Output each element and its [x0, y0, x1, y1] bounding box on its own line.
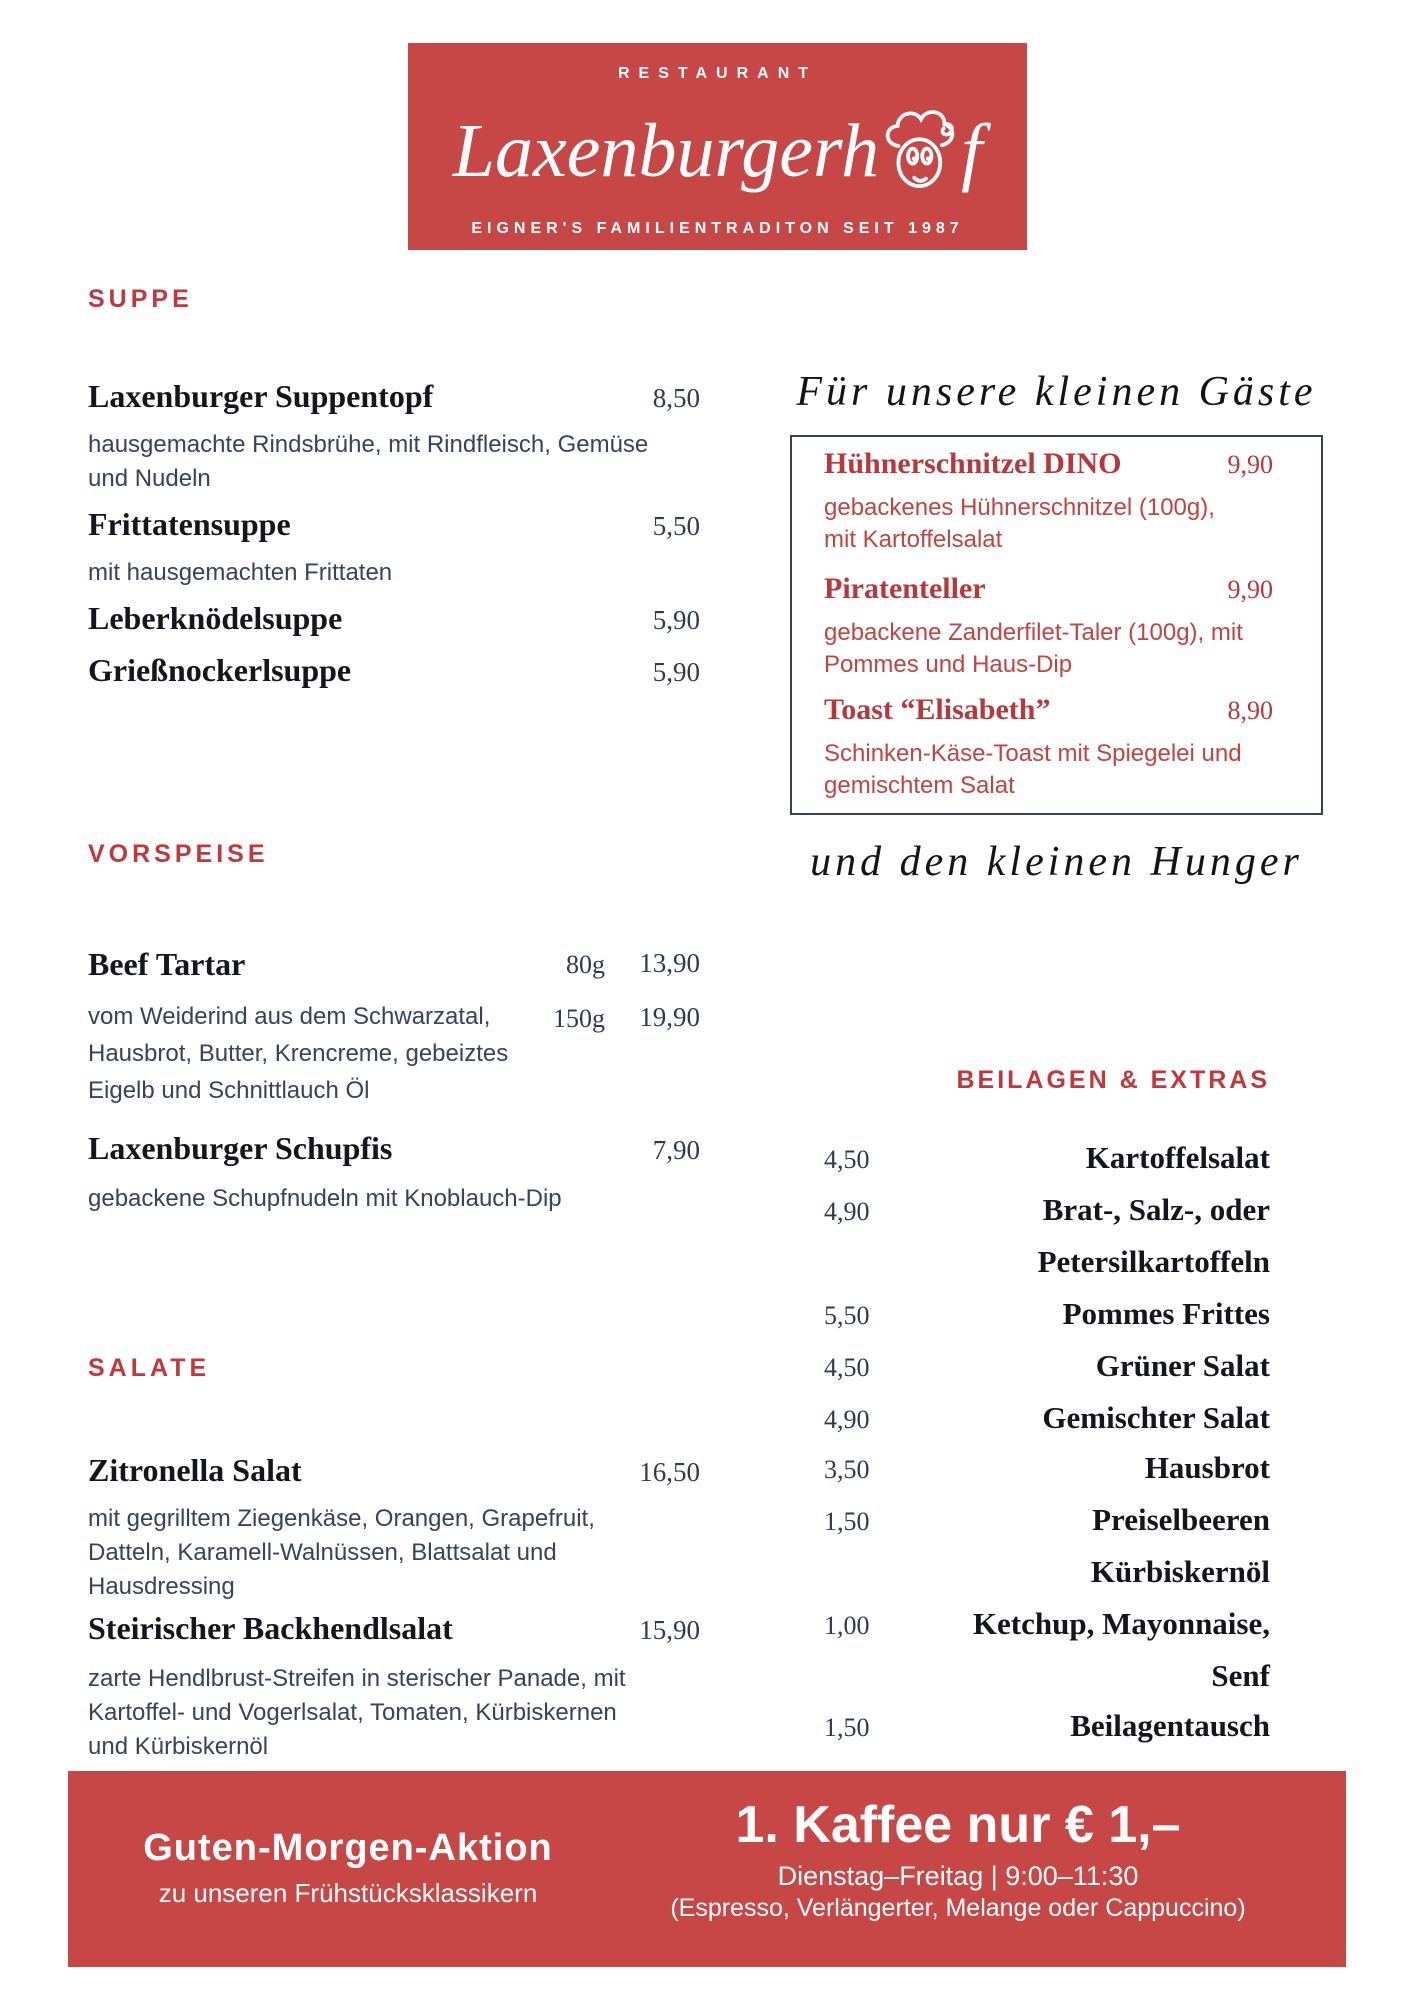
item-description — [88, 1502, 595, 1604]
item-price: 5,90 — [652, 605, 700, 635]
item-size: 150g — [553, 1004, 605, 1033]
item-description — [88, 998, 528, 1109]
desc-line: und Nudeln — [88, 465, 211, 492]
menu-item-suppentopf — [88, 378, 700, 415]
item-size: 80g — [566, 950, 605, 979]
item-description — [88, 1182, 562, 1216]
item-name: Hausbrot — [1144, 1450, 1270, 1485]
beilagen-row — [824, 1606, 1270, 1642]
beilagen-row — [824, 1192, 1270, 1228]
beilagen-row — [824, 1140, 1270, 1176]
item-description — [88, 1662, 626, 1764]
item-name: Senf — [1211, 1658, 1270, 1693]
kids-heading-top: Für unsere kleinen Gäste — [796, 369, 1317, 415]
item-name: Beilagentausch — [1070, 1708, 1270, 1743]
item-price: 9,90 — [1227, 450, 1273, 479]
kids-item-dino — [824, 447, 1273, 481]
item-price: 13,90 — [639, 948, 700, 978]
promo-subtitle: zu unseren Frühstücksklassikern — [158, 1878, 538, 1908]
desc-line: Kartoffel- und Vogerlsalat, Tomaten, Kürbiskernen — [88, 1699, 617, 1726]
desc-line: Datteln, Karamell-Walnüssen, Blattsalat und — [88, 1539, 557, 1566]
menu-item-beef-tartar — [88, 946, 700, 986]
item-name: Petersilkartoffeln — [1037, 1244, 1270, 1279]
logo-wordmark — [408, 81, 1027, 221]
item-name: Piratenteller — [824, 572, 986, 605]
kids-heading-bottom: und den kleinen Hunger — [810, 839, 1303, 885]
item-name: Grießnockerlsuppe — [88, 652, 352, 688]
item-name: Laxenburger Suppentopf — [88, 378, 434, 414]
menu-item-griessnockerlsuppe — [88, 652, 700, 689]
desc-line: hausgemachte Rindsbrühe, mit Rindfleisch, Gemüse — [88, 431, 649, 458]
desc-line: mit hausgemachten Frittaten — [88, 559, 393, 586]
desc-line: Pommes und Haus-Dip — [824, 651, 1073, 678]
item-price: 4,90 — [824, 1405, 870, 1434]
beilagen-row — [824, 1554, 1270, 1590]
kids-item-toast-elisabeth — [824, 693, 1273, 727]
item-price: 8,90 — [1227, 696, 1273, 725]
beilagen-row — [824, 1348, 1270, 1384]
item-name: Kartoffelsalat — [1085, 1140, 1270, 1175]
desc-line: Eigelb und Schnittlauch Öl — [88, 1077, 370, 1104]
item-price: 4,50 — [824, 1145, 870, 1174]
item-name: Hühnerschnitzel DINO — [824, 447, 1122, 480]
beilagen-row — [824, 1400, 1270, 1436]
logo-tagline: EIGNER'S FAMILIENTRADITON SEIT 1987 — [471, 220, 964, 237]
desc-line: Hausbrot, Butter, Krencreme, gebeiztes — [88, 1040, 509, 1067]
desc-line: Hausdressing — [88, 1573, 235, 1600]
item-price: 15,90 — [639, 1615, 700, 1645]
desc-line: vom Weiderind aus dem Schwarzatal, — [88, 1003, 491, 1030]
item-price: 8,50 — [652, 383, 700, 413]
beilagen-row — [824, 1502, 1270, 1538]
restaurant-logo — [408, 43, 1027, 250]
item-price: 5,50 — [824, 1301, 870, 1330]
item-name: Steirischer Backhendlsalat — [88, 1610, 453, 1646]
item-price: 5,90 — [652, 657, 700, 687]
item-description — [88, 428, 648, 496]
item-name: Kürbiskernöl — [1090, 1554, 1270, 1589]
desc-line: gebackene Zanderfilet-Taler (100g), mit — [824, 619, 1243, 646]
desc-line: und Kürbiskernöl — [88, 1733, 269, 1760]
item-description — [824, 492, 1281, 556]
promo-drinks: (Espresso, Verlängerter, Melange oder Cappuccino) — [670, 1894, 1246, 1922]
section-title-vorspeise: VORSPEISE — [88, 840, 269, 868]
item-name: Frittatensuppe — [88, 506, 291, 542]
item-description — [824, 738, 1281, 802]
item-price: 3,50 — [824, 1455, 870, 1484]
item-name: Pommes Frittes — [1062, 1296, 1270, 1331]
kids-item-piratenteller — [824, 572, 1273, 606]
item-name: Preiselbeeren — [1092, 1502, 1270, 1537]
item-name: Ketchup, Mayonnaise, — [972, 1606, 1270, 1641]
item-name: Brat-, Salz-, oder — [1042, 1192, 1270, 1227]
desc-line: zarte Hendlbrust-Streifen in sterischer Panade, mit — [88, 1665, 626, 1692]
logo-wordmark-left: Laxenburgerh — [452, 109, 880, 193]
desc-line: gebackene Schupfnudeln mit Knoblauch-Dip — [88, 1185, 562, 1212]
item-name: Grüner Salat — [1095, 1348, 1270, 1383]
promo-times: Dienstag–Freitag | 9:00–11:30 — [777, 1861, 1139, 1891]
section-title-salate: SALATE — [88, 1354, 211, 1382]
item-name: Beef Tartar — [88, 946, 246, 982]
promo-title: Guten-Morgen-Aktion — [143, 1827, 553, 1869]
item-price: 1,50 — [824, 1713, 870, 1742]
item-price: 16,50 — [639, 1457, 700, 1487]
menu-item-leberknoedelsuppe — [88, 600, 700, 637]
kids-menu-box — [790, 435, 1323, 815]
item-price: 19,90 — [639, 1002, 700, 1032]
item-name: Laxenburger Schupfis — [88, 1130, 393, 1166]
menu-item-zitronella — [88, 1452, 700, 1489]
promo-banner-left — [108, 1827, 588, 1909]
item-price: 1,00 — [824, 1611, 870, 1640]
chef-face-icon — [875, 99, 967, 203]
item-price: 7,90 — [652, 1135, 700, 1165]
beilagen-row — [824, 1450, 1270, 1486]
beilagen-row — [824, 1708, 1270, 1744]
beilagen-row — [824, 1658, 1270, 1694]
logo-wordmark-right: f — [961, 109, 983, 193]
item-name: Leberknödelsuppe — [88, 600, 343, 636]
logo-kicker: RESTAURANT — [617, 65, 818, 82]
item-price: 4,50 — [824, 1353, 870, 1382]
menu-item-schupfis — [88, 1130, 700, 1167]
promo-banner — [68, 1771, 1346, 1967]
section-title-suppe: SUPPE — [88, 285, 193, 313]
desc-line: gemischtem Salat — [824, 772, 1015, 799]
item-description — [88, 556, 392, 590]
beilagen-row — [824, 1244, 1270, 1280]
item-price: 5,50 — [652, 511, 700, 541]
item-name: Gemischter Salat — [1042, 1400, 1270, 1435]
item-price: 1,50 — [824, 1507, 870, 1536]
desc-line: mit Kartoffelsalat — [824, 526, 1003, 553]
desc-line: Schinken-Käse-Toast mit Spiegelei und — [824, 740, 1242, 767]
item-price: 4,90 — [824, 1197, 870, 1226]
desc-line: gebackenes Hühnerschnitzel (100g), — [824, 494, 1215, 521]
promo-banner-right — [608, 1795, 1308, 1923]
menu-item-frittatensuppe — [88, 506, 700, 543]
promo-offer: 1. Kaffee nur € 1,– — [735, 1796, 1181, 1854]
item-name: Zitronella Salat — [88, 1452, 302, 1488]
item-description — [824, 617, 1281, 681]
item-name: Toast “Elisabeth” — [824, 693, 1051, 726]
section-title-beilagen: BEILAGEN & EXTRAS — [956, 1066, 1270, 1094]
desc-line: mit gegrilltem Ziegenkäse, Orangen, Grapefruit, — [88, 1505, 595, 1532]
beilagen-row — [824, 1296, 1270, 1332]
menu-item-backhendlsalat — [88, 1610, 700, 1647]
item-price: 9,90 — [1227, 575, 1273, 604]
